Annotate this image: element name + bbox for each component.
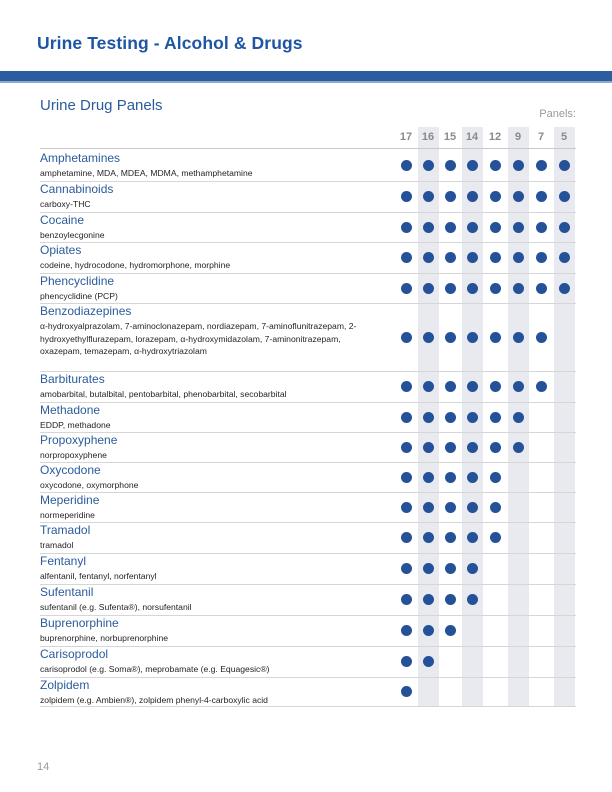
- included-dot: [490, 381, 501, 392]
- included-dot: [467, 472, 478, 483]
- included-dot: [467, 160, 478, 171]
- drug-name: Tramadol: [40, 523, 91, 537]
- drug-detail: phencyclidine (PCP): [40, 291, 118, 301]
- included-dot: [467, 594, 478, 605]
- included-dot: [401, 502, 412, 513]
- drug-name: Buprenorphine: [40, 616, 119, 630]
- drug-detail: buprenorphine, norbuprenorphine: [40, 633, 169, 643]
- drug-detail: norpropoxyphene: [40, 450, 107, 460]
- included-dot: [536, 191, 547, 202]
- drug-name: Propoxyphene: [40, 433, 118, 447]
- drug-detail: sufentanil (e.g. Sufenta®), norsufentanil: [40, 602, 192, 612]
- included-dot: [423, 472, 434, 483]
- included-dot: [401, 381, 412, 392]
- included-dot: [423, 222, 434, 233]
- included-dot: [513, 381, 524, 392]
- included-dot: [445, 532, 456, 543]
- included-dot: [559, 283, 570, 294]
- drug-detail: normeperidine: [40, 510, 95, 520]
- table-row: [40, 677, 576, 707]
- drug-detail: amphetamine, MDA, MDEA, MDMA, methamphetamine: [40, 168, 253, 178]
- included-dot: [559, 160, 570, 171]
- included-dot: [536, 381, 547, 392]
- included-dot: [467, 532, 478, 543]
- included-dot: [536, 252, 547, 263]
- drug-name: Sufentanil: [40, 585, 94, 599]
- included-dot: [423, 283, 434, 294]
- table-row: [40, 553, 576, 585]
- panel-header: 12: [488, 131, 502, 143]
- included-dot: [490, 532, 501, 543]
- included-dot: [401, 472, 412, 483]
- included-dot: [423, 191, 434, 202]
- table-row: [40, 584, 576, 616]
- drug-name: Zolpidem: [40, 678, 90, 692]
- included-dot: [536, 160, 547, 171]
- included-dot: [467, 381, 478, 392]
- included-dot: [401, 191, 412, 202]
- drug-detail: tramadol: [40, 540, 74, 550]
- drug-detail: carisoprodol (e.g. Soma®), meprobamate (e.g. Equagesic®): [40, 664, 270, 674]
- included-dot: [423, 381, 434, 392]
- included-dot: [559, 222, 570, 233]
- included-dot: [423, 160, 434, 171]
- included-dot: [490, 222, 501, 233]
- included-dot: [513, 222, 524, 233]
- drug-name: Benzodiazepines: [40, 304, 132, 318]
- included-dot: [401, 332, 412, 343]
- panel-header: 17: [399, 131, 413, 143]
- drug-name: Carisoprodol: [40, 647, 109, 661]
- included-dot: [490, 472, 501, 483]
- table-row: [40, 646, 576, 678]
- page-number: 14: [37, 761, 50, 773]
- included-dot: [423, 563, 434, 574]
- header-rule: [40, 148, 576, 149]
- included-dot: [401, 442, 412, 453]
- included-dot: [401, 532, 412, 543]
- included-dot: [445, 222, 456, 233]
- drug-detail: zolpidem (e.g. Ambien®), zolpidem phenyl-4-carboxylic acid: [40, 695, 268, 705]
- included-dot: [490, 332, 501, 343]
- included-dot: [559, 191, 570, 202]
- included-dot: [467, 222, 478, 233]
- included-dot: [423, 532, 434, 543]
- drug-detail: α-hydroxyalprazolam, 7-aminoclonazepam, nordiazepam, 7-aminoflunitrazepam, 2-hydroxyethylflurazepam, lorazepam, α-hydroxymidazolam, 7-aminonitrazepam, oxazepam, temazepam, α-hydroxytriazolam: [40, 321, 357, 356]
- included-dot: [445, 381, 456, 392]
- included-dot: [401, 686, 412, 697]
- included-dot: [445, 442, 456, 453]
- included-dot: [536, 222, 547, 233]
- drug-detail: alfentanil, fentanyl, norfentanyl: [40, 571, 157, 581]
- drug-name: Cocaine: [40, 213, 85, 227]
- drug-name: Meperidine: [40, 493, 100, 507]
- drug-name: Opiates: [40, 243, 82, 257]
- drug-detail: EDDP, methadone: [40, 420, 111, 430]
- panel-header: 5: [560, 131, 568, 143]
- drug-detail: codeine, hydrocodone, hydromorphone, morphine: [40, 260, 231, 270]
- included-dot: [490, 502, 501, 513]
- included-dot: [513, 252, 524, 263]
- included-dot: [513, 283, 524, 294]
- included-dot: [467, 252, 478, 263]
- drug-name: Oxycodone: [40, 463, 101, 477]
- included-dot: [445, 594, 456, 605]
- included-dot: [401, 252, 412, 263]
- included-dot: [401, 625, 412, 636]
- drug-name: Fentanyl: [40, 554, 87, 568]
- included-dot: [490, 412, 501, 423]
- included-dot: [445, 502, 456, 513]
- included-dot: [513, 412, 524, 423]
- included-dot: [401, 160, 412, 171]
- drug-name: Amphetamines: [40, 151, 121, 165]
- included-dot: [536, 283, 547, 294]
- included-dot: [423, 625, 434, 636]
- drug-detail: carboxy-THC: [40, 199, 91, 209]
- included-dot: [513, 332, 524, 343]
- included-dot: [467, 502, 478, 513]
- included-dot: [445, 563, 456, 574]
- panels-label: Panels:: [539, 108, 576, 120]
- drug-name: Phencyclidine: [40, 274, 115, 288]
- included-dot: [490, 160, 501, 171]
- panel-header: 9: [514, 131, 522, 143]
- document-title: Urine Testing - Alcohol & Drugs: [37, 33, 303, 53]
- drug-detail: benzoylecgonine: [40, 230, 105, 240]
- included-dot: [423, 252, 434, 263]
- included-dot: [467, 191, 478, 202]
- included-dot: [467, 442, 478, 453]
- included-dot: [401, 283, 412, 294]
- included-dot: [490, 283, 501, 294]
- included-dot: [445, 332, 456, 343]
- included-dot: [513, 442, 524, 453]
- included-dot: [467, 332, 478, 343]
- included-dot: [401, 222, 412, 233]
- included-dot: [445, 412, 456, 423]
- included-dot: [401, 563, 412, 574]
- section-title: Urine Drug Panels: [40, 97, 163, 114]
- panel-header: 14: [465, 131, 479, 143]
- included-dot: [401, 594, 412, 605]
- included-dot: [467, 412, 478, 423]
- panel-header: 7: [537, 131, 545, 143]
- included-dot: [423, 594, 434, 605]
- drug-name: Cannabinoids: [40, 182, 114, 196]
- drug-detail: amobarbital, butalbital, pentobarbital, phenobarbital, secobarbital: [40, 389, 287, 399]
- included-dot: [423, 442, 434, 453]
- included-dot: [445, 283, 456, 294]
- drug-name: Barbiturates: [40, 372, 105, 386]
- included-dot: [445, 625, 456, 636]
- drug-name: Methadone: [40, 403, 101, 417]
- included-dot: [490, 252, 501, 263]
- included-dot: [536, 332, 547, 343]
- included-dot: [423, 502, 434, 513]
- included-dot: [490, 191, 501, 202]
- included-dot: [513, 191, 524, 202]
- drug-detail: oxycodone, oxymorphone: [40, 480, 139, 490]
- included-dot: [423, 332, 434, 343]
- included-dot: [559, 252, 570, 263]
- included-dot: [401, 656, 412, 667]
- included-dot: [445, 252, 456, 263]
- header-bar-accent: [0, 81, 612, 83]
- included-dot: [423, 656, 434, 667]
- table-row: [40, 615, 576, 647]
- panel-header: 16: [421, 131, 435, 143]
- included-dot: [467, 283, 478, 294]
- included-dot: [401, 412, 412, 423]
- panel-header: 15: [443, 131, 457, 143]
- included-dot: [490, 442, 501, 453]
- included-dot: [513, 160, 524, 171]
- included-dot: [467, 563, 478, 574]
- included-dot: [423, 412, 434, 423]
- included-dot: [445, 160, 456, 171]
- included-dot: [445, 472, 456, 483]
- header-bar: [0, 71, 612, 81]
- included-dot: [445, 191, 456, 202]
